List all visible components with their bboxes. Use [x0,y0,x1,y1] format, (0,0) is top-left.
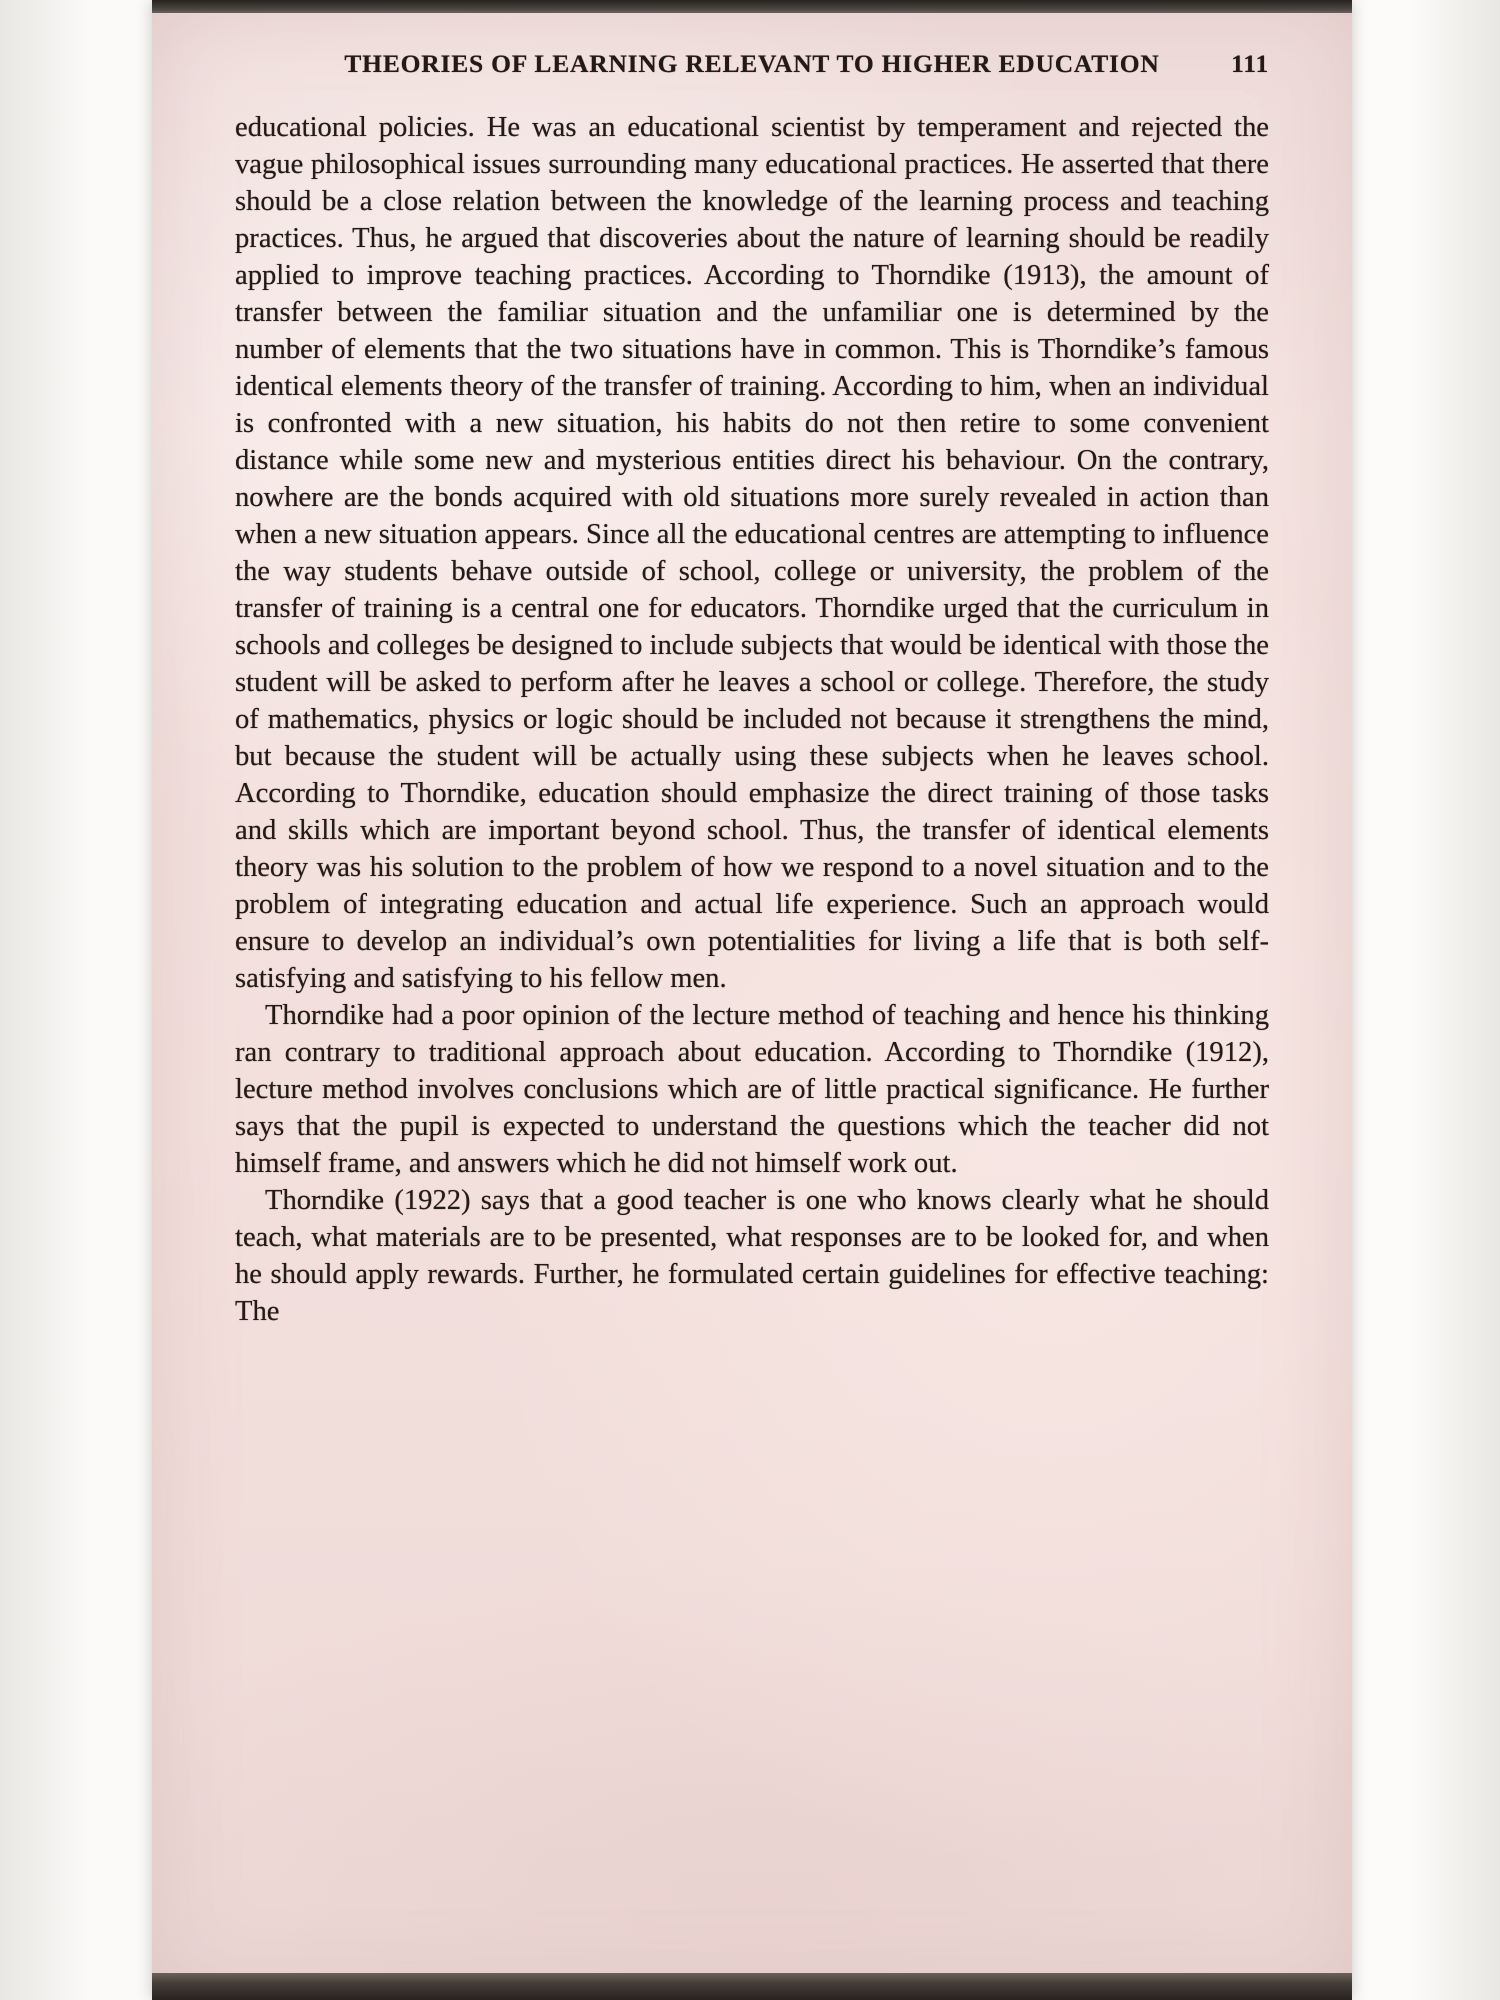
scan-edge-top [152,0,1352,13]
paragraph-2: Thorndike had a poor opinion of the lecture method of teaching and hence his thinking ran contrary to traditional approach about education. According to Thorndike (1912), lecture method involves conclusions which are of little practical significance. He further says that the pupil is expected to understand the questions which the teacher did not himself frame, and answers which he did not himself work out. [235,1000,1269,1179]
paragraph-3: Thorndike (1922) says that a good teacher is one who knows clearly what he should teach, what materials are to be presented, what responses are to be looked for, and when he should apply rewards. Further, he formulated certain guidelines for effective teaching: The [235,1185,1269,1327]
page-number: 111 [1231,49,1269,78]
running-title: THEORIES OF LEARNING RELEVANT TO HIGHER EDUCATION [344,49,1160,78]
book-page-scan [152,0,1352,2000]
paragraph-1: educational policies. He was an educational scientist by temperament and rejected the vague philosophical issues surrounding many educational practices. He asserted that there should be a close relation between the knowledge of the learning process and teaching practices. Thus, he argued that discoveries about the nature of learning should be readily applied to improve teaching practices. According to Thorndike (1913), the amount of transfer between the familiar situation and the unfamiliar one is determined by the number of elements that the two situations have in common. This is Thorndike’s famous identical elements theory of the transfer of training. According to him, when an individual is confronted with a new situation, his habits do not then retire to some convenient distance while some new and mysterious entities direct his behaviour. On the contrary, nowhere are the bonds acquired with old situations more surely revealed in action than when a new situation appears. Since all the educational centres are attempting to influence the way students behave outside of school, college or university, the problem of the transfer of training is a central one for educators. Thorndike urged that the curriculum in schools and colleges be designed to include subjects that would be identical with those the student will be asked to perform after he leaves a school or college. Therefore, the study of mathematics, physics or logic should be included not because it strengthens the mind, but because the student will be actually using these subjects when he leaves school. According to Thorndike, education should emphasize the direct training of those tasks and skills which are important beyond school. Thus, the transfer of identical elements theory was his solution to the problem of how we respond to a novel situation and to the problem of integrating education and actual life experience. Such an approach would ensure to develop an individual’s own potentialities for living a life that is both self-satisfying and satisfying to his fellow men. [235,112,1269,994]
page-body [235,109,1269,1330]
page-content [152,13,1352,1973]
scan-edge-bottom [152,1973,1352,2000]
page-header [235,49,1269,83]
